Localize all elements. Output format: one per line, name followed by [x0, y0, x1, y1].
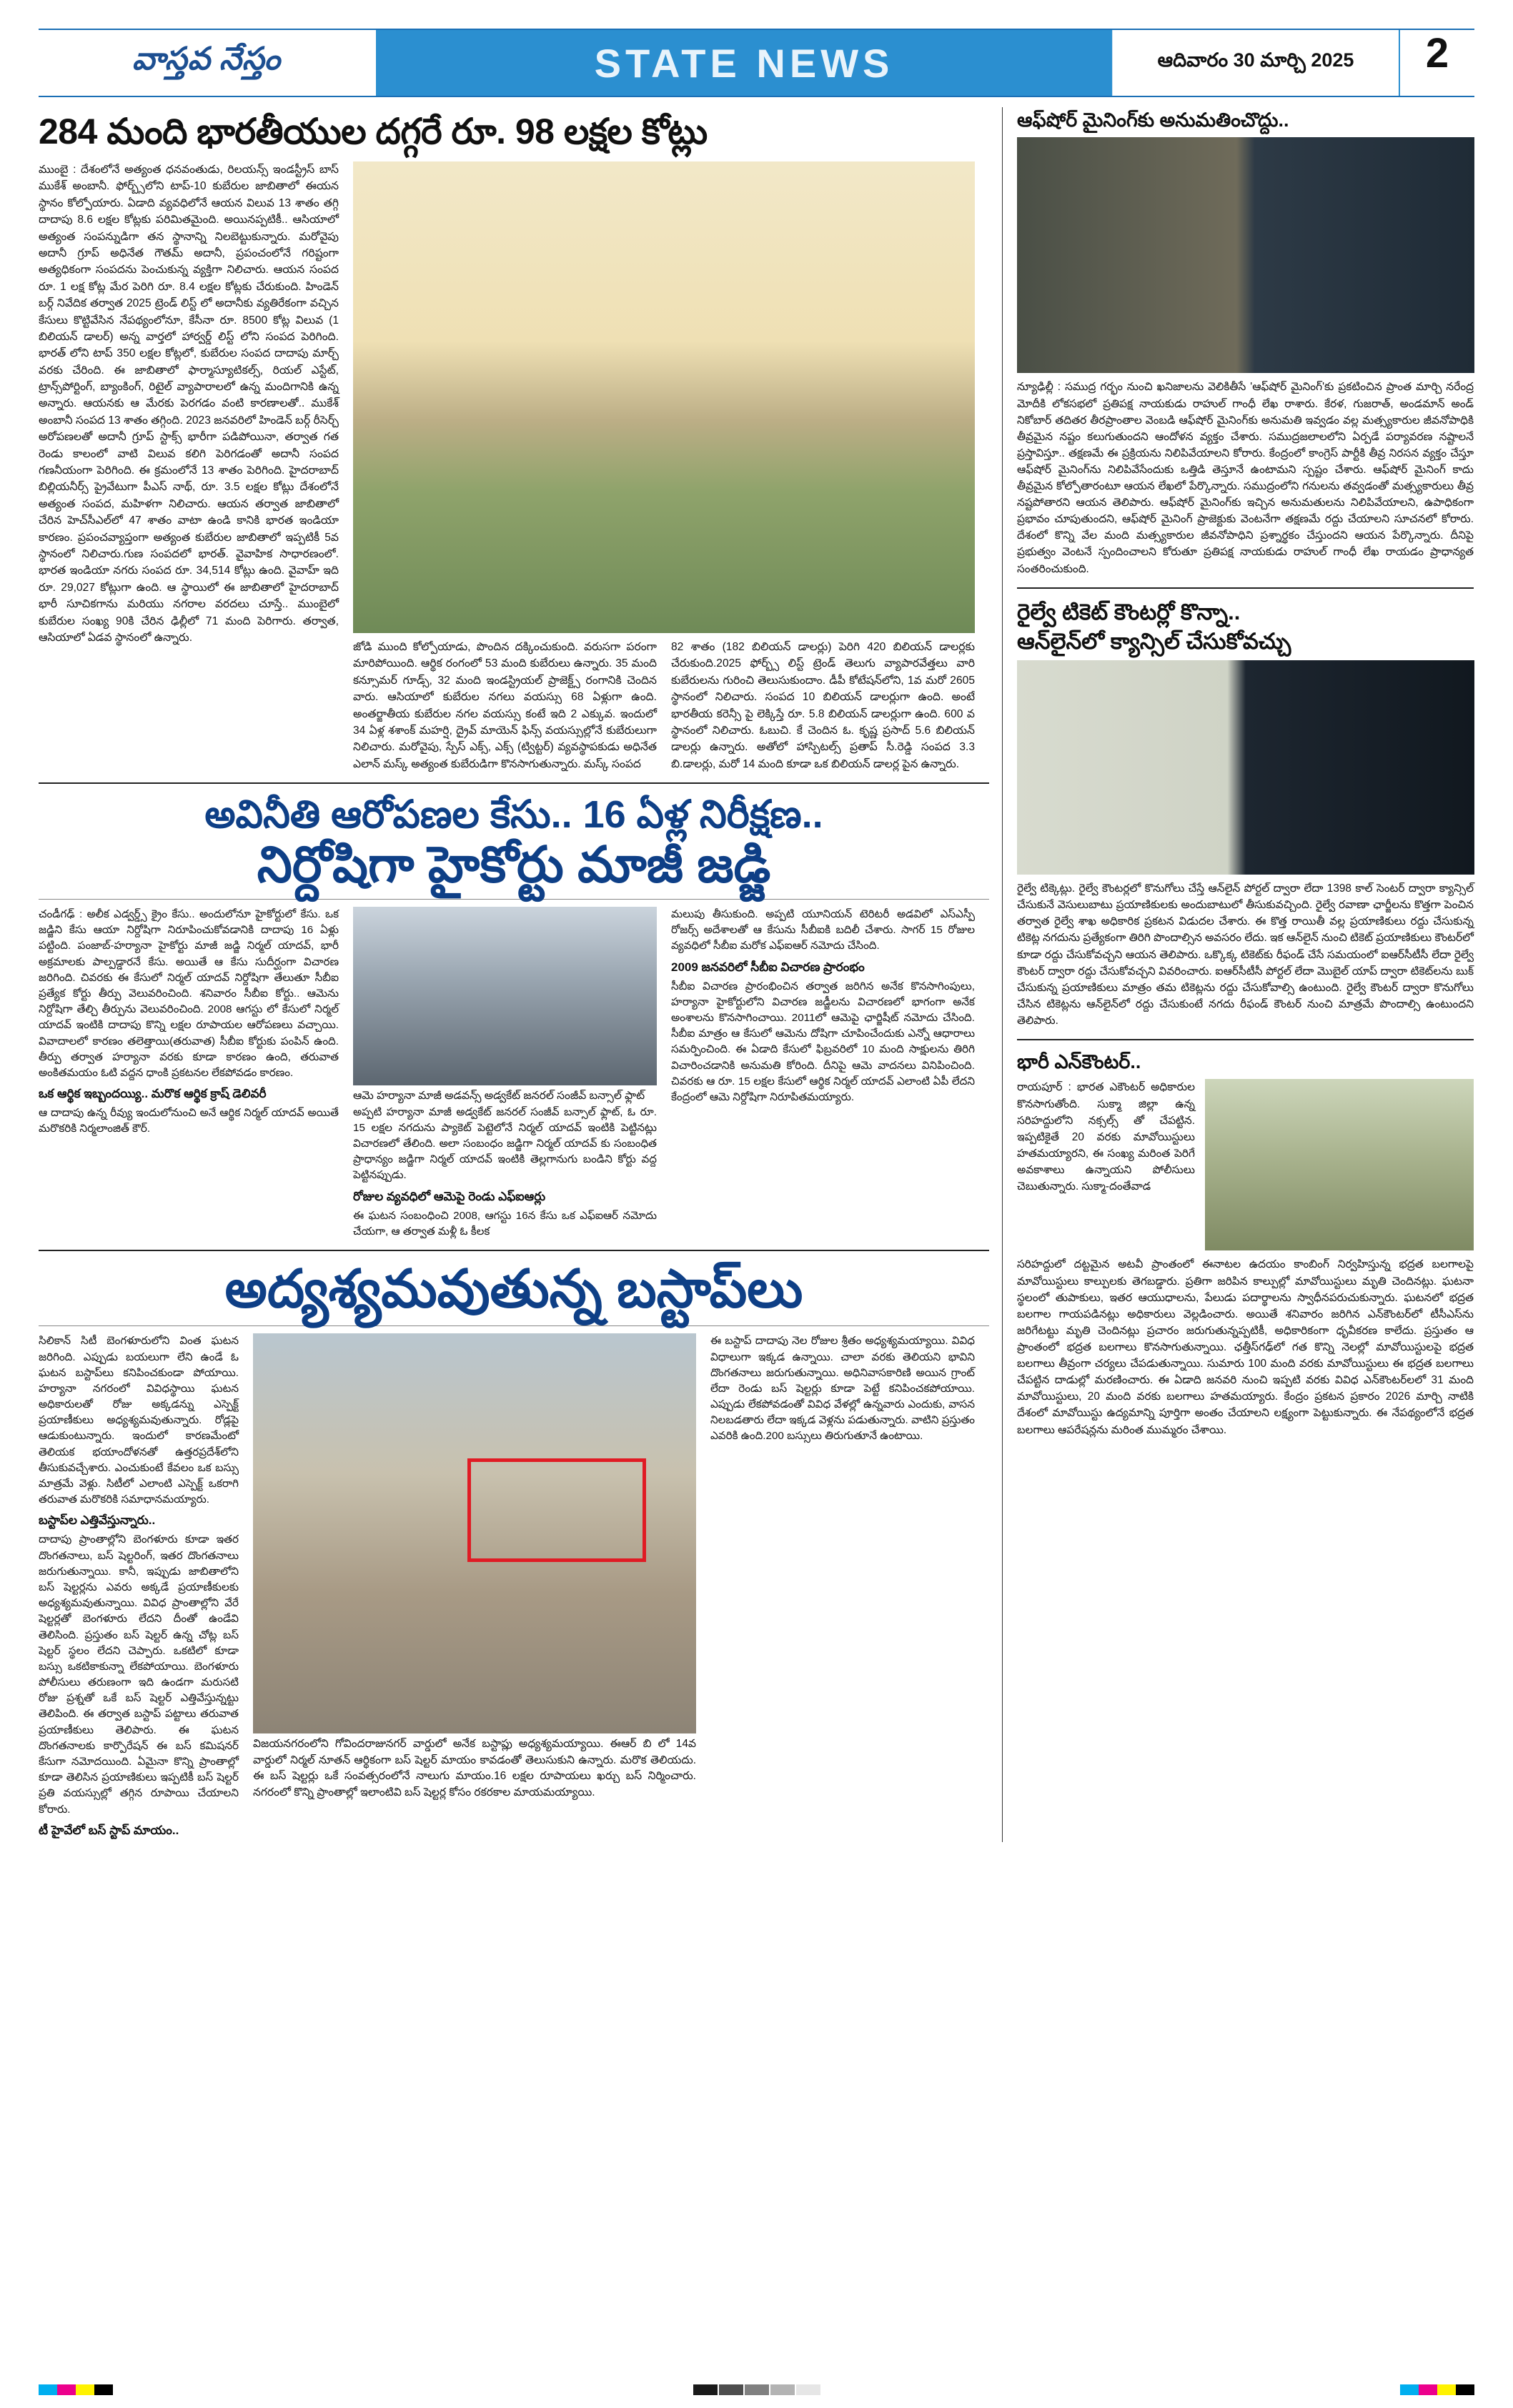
story-bus-stops-col1b-text: దాదాపు ప్రాంతాల్లోని బెంగళూరు కూడా ఇతర దొంగతనాలు, బస్ షెల్టరింగ్, ఇతర దొంగతనాలు జరుగుతున్నాయి. కానీ, ఇప్పుడు జాబితాలోని బస్ షెల్టర్లను ఎవరు అక్కడే ప్రయాణీకులకు అధ్యశ్యమవుతున్నాయి. వివిధ ప్రాంతాల్లోని వేరే షెల్టర్లతో బెంగళూరు లేదని దీంతో ఉండేవి తెలిసింది. ప్రస్తుతం బస్ షెల్టర్ ఉన్న చోట్ల బస్ షెల్టర్ స్థలం లేదని చెప్పారు. ఒకటిలో కూడా బస్సు ఒకటికాకున్నా లేకపోయాయి. బెంగళూరు పోలీసులు తరుణంగా ఇది ఉండగా మరుసటి రోజు ప్రశ్నతో ఒకే బస్ షెల్టర్ ఎత్తివేస్తున్నట్టు తెలిపింది. ఈ తర్వాత బస్టాప్ పట్టాలు తరువాత ప్రయాణీకులు తెలిపారు. ఈ ఘటన దొంగతనాలకు కార్పొరేషన్ ఈ బస్ కమిషనర్ కేసుగా నమోదయింది. ఏమైనా కొన్ని ప్రాంతాల్లో కూడా తెలిసిన ప్రయాణికులు ఇప్పటికీ బస్ షెల్టర్ ప్రతి వయస్సుల్లో తగ్గిన రూపాయి చేయాలని కోరారు.	[39, 1533, 239, 1816]
story-encounter	[1017, 1050, 1474, 1438]
story-bus-stops-col3	[710, 1333, 975, 1841]
story-judge-photo	[353, 907, 657, 1085]
masthead	[39, 29, 1474, 97]
story-billionaires-photo	[353, 161, 975, 633]
story-bus-stops	[39, 1258, 989, 1842]
story-encounter-photo	[1205, 1079, 1474, 1250]
divider-4	[39, 1325, 989, 1326]
cmyk-swatches-left	[39, 2384, 113, 2395]
photo-highlight-box	[467, 1458, 646, 1562]
grey-scale-strip	[693, 2384, 820, 2395]
story-judge-col3-text: మలుపు తీసుకుంది. అప్పటి యూనియన్ టెరిటరీ అడవిలో ఎస్ఎస్పీ రోజర్స్ అదేశాలతో ఆ కేసును సీబీఐకి బదిలీ చేశారు. సాగర్ 15 రోజుల వ్యవధిలో సీబీఐ మరోక ఎఫ్ఐఆర్ నమోదు చేసింది.	[671, 908, 975, 952]
story-billionaires-col1-text: ముంబై : దేశంలోనే అత్యంత ధనవంతుడు, రిలయన్స్ ఇండస్ట్రీస్ బాస్ ముకేశ్ అంబానీ. ఫోర్బ్స్‌లోని టాప్-10 కుబేరుల జాబితాలో ఈయన స్థానం కోల్పోయారు. ఏడాది వ్యవధిలోనే ఆయన విలువ 13 శాతం తగ్గి దాదాపు 8.6 లక్షల కోట్లకు పరిమితమైంది. అయినప్పటికీ.. ఆసియాలో అత్యంత సంపన్నుడిగా తన స్థానాన్ని నిలబెట్టుకున్నారు. మరోవైపు అదానీ గ్రూప్ అధినేత గౌతమ్ అదానీ, ప్రపంచంలోనే గరిష్టంగా అత్యధికంగా సంపదను పెంచుకున్న వ్యక్తిగా నిలిచారు. ఆయన సంపద రూ. 1 లక్ష కోట్ల మేర పెరిగి రూ. 8.4 లక్షల కోట్లకు చేరుకుంది. హిండెన్ బర్గ్ నివేదిక తర్వాత 2025 ట్రెండ్ లిస్ట్ లో అదానీకు వ్యతిరేకంగా వచ్చిన కేసులు కొట్టివేసిన నేపథ్యంలోనూ, కేసీనా రూ. 8500 కోట్ల విలువ (1 బిలియన్ డాలర్) అన్న వార్తలో హార్వర్డ్ లిస్ట్ లోని సంపద పెరిగింది. భారత్ లోని టాప్ 350 లక్షల కోట్లలో, కుబేరుల సంపద దాదాపు మార్చ్ వరకు చేరింది. ఈ జాబితాలో ఫార్మాస్యూటికల్స్, రియల్ ఎస్టేట్, ట్రాన్స్‌పోర్టింగ్, బ్యాంకింగ్, రిటైల్ వ్యాపారాలలో ఉన్న మందిగానికి ఉన్న అన్నారు. ఆయనకు ఆ మేరకు పెరగడం వంటి కారణాలతో.. ముకేశ్ అంబానీ సంపద 13 శాతం తగ్గింది. 2023 జనవరిలో హిండెన్ బర్గ్ రీసెర్చ్ అరోపణలతో అదానీ గ్రూప్ స్టాక్స్ భారీగా పడిపోయినా, తర్వాత గత రెండు కాలంలో వాటి విలువ కలిగి పెరిగడంతో అదానీ సంపద గణనీయంగా పెరిగింది. ఈ క్రమంలోనే 13 శాతం పెరిగింది. హైదరాబాద్ బిల్లియనీర్స్ ప్రైవేటుగా పీఎస్ నాథ్, రూ. 3.5 లక్షల కోట్లు దేశంలోనే అత్యంత సంపద, మహిళగా నిలిచారు. ఆయన తర్వాత జాబితాలో చేరిన హెచ్‌సీఎల్‌లో 47 శాతం వాటా ఉండి కానికి భారత ఇండియా కారణం. ప్రపంచవ్యాప్తంగా అత్యంత కుబేరుల జాబితాలో ఇప్పటికీ 5వ స్థానంలో నిలిచారు.గుణ సంపదలో భారత్. వైవాహిక సాధారణంలో. భారత ఇండియా నగరు సంపద రూ. 34,514 కోట్లు ఉంది. వైవాహ్ ఇది రూ. 29,027 కోట్లుగా ఉంది. ఆ స్థాయిలో ఈ జాబితాలో హైదరాబాద్ భారీ సూచికగాను మరియు నగరాల వరదలు చూస్తే.. ముంబైలో కుబేరుల సంఖ్య 90కి చేరిన ఢిల్లీలో 71 మంది పెరిగారు. తర్వాత, ఆసియాలో ఏడవ స్థానంలో ఉన్నారు.	[39, 164, 339, 644]
story-encounter-text: సరిహద్దులో దట్టమైన అటవీ ప్రాంతంలో ఈనాటల ఉదయం కాంబింగ్ నిర్వహిస్తున్న భద్రత బలగాలపై మావోయిస్టులు కాల్పులకు తెగబడ్డారు. ప్రతిగా జరిపిన కాల్పుల్లో మావోయిస్టులు మృతి చెందినట్లు. ఘటనా స్థలంలో తుపాకులు, ఇతర ఆయుధాలను, పేలుడు పదార్థాలను స్వాధీనపరుచుకున్నారు. ఘటనలో భద్రత బలగాల గాయపడినట్లు అధికారులు వెల్లడించారు. అయితే శనివారం జరిగిన ఎన్‌కౌంటర్‌లో టీసీఎస్‌ను జరిగేటట్టు మృతి చెందినట్లు ప్రచారం జరుగుతున్నప్పటికీ, అధికారికంగా ధృవీకరణ కాలేదు. ప్రస్తుతం ఆ ప్రాంతంలో భద్రత బలగాలు కొనసాగుతున్నాయి. ఛత్తీస్‌గఢ్‌లో గత కొన్ని నెలల్లో మావోయిస్టులపై భద్రత బలగాలు తీవ్రంగా చర్యలు చేపడుతున్నాయి. సుమారు 100 మంది వరకు మావోయిస్టులు ఈ భద్రత బలగాలు చేపట్టిన దాడుల్లో మరణించారు. ఈ ఏడాది జనవరి నుంచి ఇప్పటి వరకు వివిధ ఎన్‌కౌంటర్‌లలో 31 మంది మావోయిస్టులు, 20 మంది వరకు బలగాలు హతమయ్యారు. కేంద్రం ప్రకటన ప్రకారం 2026 మార్చి నాటికి దేశంలో మావోయిస్టు ఉద్యమాన్ని పూర్తిగా అంతం చేయాలని లక్ష్యంగా పెట్టుకున్నారు. ఈ నేపథ్యంలోనే భద్రత బలగాలు ఆపరేషన్లను మరింత ముమ్మరం చేశాయి.	[1017, 1258, 1474, 1436]
story-railway-headline-2: ఆన్‌లైన్‌లో క్యాన్సిల్ చేసుకోవచ్చు	[1017, 628, 1291, 654]
story-judge-col2	[353, 907, 657, 1240]
story-encounter-intro	[1017, 1079, 1195, 1250]
section-banner	[376, 30, 1112, 96]
story-judge-headline-1: అవినీతి ఆరోపణల కేసు.. 16 ఏళ్ల నిరీక్షణ..	[204, 793, 823, 837]
publication-title: వాస్తవ నేస్తం	[132, 41, 281, 76]
story-billionaires-col23	[353, 161, 975, 772]
story-judge-col1b-text: ఆ దాదాపు ఉన్న రీవ్యు ఇందులోనుంచి అనే ఆర్థిక నిర్మల్ యాదవ్ అయితే మరొకరికి నిర్మలాంజిత్ కౌర్.	[39, 1107, 339, 1135]
story-bus-stops-col3-text: ఈ బస్టాప్ దాదాపు నెల రోజుల శ్రీతం అధ్యశ్యమయ్యాయి. వివిధ విధాలుగా ఇక్కడ ఉన్నాయి. చాలా వరకు తెలియని భావిని దొంగతనాలు జరుగుతున్నాయి. అధినివాసకారిణి అయిన గ్రాంట్ లేదా రెండు బస్ షెల్టర్లు కూడా పెట్టే కనిపించకపోయాయి. ఎప్పుడు లేకపోవడంతో వివిధ వేళల్లో ఉన్నవారు ఎందుకు, వాసన నిలబడతారు లేదా ఇక్కడ వెళ్లను పడుతున్నారు. వాటిని ప్రస్తుతం ఎవరికి ఉంది.200 బస్సులు తిరుగుతూనే ఉంటాయి.	[710, 1335, 975, 1443]
divider-2	[39, 899, 989, 900]
story-bus-stops-headline: అద్యశ్యమవుతున్న బస్టాప్‌లు	[224, 1258, 803, 1318]
story-billionaires-col1	[39, 161, 339, 772]
story-railway-text: రైల్వే టిక్కెట్లు. రైల్వే కౌంటర్లలో కొనుగోలు చేస్తే ఆన్‌లైన్ పోర్టల్ ద్వారా లేదా 1398 కాల్ సెంటర్ ద్వారా క్యాన్సిల్ చేసుకునే వెసులుబాటు ప్రయాణికులకు అందుబాటులో తీసుకువచ్చింది. రైల్వే రవాణా ఛార్జీలను కొత్తగా పెంచిన తర్వాత రైల్వే శాఖ అధికారిక ప్రకటన విడుదల చేశారు. ఈ కొత్త రాయితీ వల్ల ప్రయాణికులు రద్దు చేసుకున్న టికెట్ల నగదును ప్రత్యేకంగా తిరిగి పొందాల్సిన అవసరం లేదు. ఇక ఆన్‌లైన్ నుంచి టికెట్ ప్రయాణికులు కౌంటర్‌లో కూడా రద్దు చేసుకోవచ్చని ఆయన తెలిపారు. ఒక్కొక్క టికెట్‌కు రీఫండ్ చేసే సమయంలో ఐఆర్‌సీటీసీ లేదా రైల్వే కౌంటర్ ద్వారా రద్దు చేసుకోవచ్చని వివరించారు. ఐఆర్‌సీటీసీ పోర్టల్ లేదా మొబైల్ యాప్ ద్వారా టికెట్‌లను బుక్ చేసుకున్న ప్రయాణికులు మాత్రం తమ టికెట్లను రద్దు చేసుకోవాల్సి ఉంటుంది. రైల్వే కౌంటర్ ద్వారా కొనుగోలు చేసిన టికెట్లను ఆన్‌లైన్‌లో రద్దు చేసుకుంటే నగదు రీఫండ్ కౌంటర్ నుంచి మాత్రమే పొందాల్సి ఉంటుందని తెలిపారు.	[1017, 882, 1474, 1027]
page-body	[39, 107, 1474, 1842]
story-encounter-photo-wrap	[1205, 1079, 1474, 1250]
story-offshore-mining-headline: ఆఫ్‌షోర్ మైనింగ్‌కు అనుమతించొద్దు..	[1017, 109, 1289, 131]
story-billionaires-columns	[39, 161, 989, 772]
story-encounter-headline: భారీ ఎన్‌కౌంటర్..	[1017, 1051, 1141, 1073]
story-judge-acquitted	[39, 794, 989, 1240]
story-billionaires-col2-text: జోడి ముంది కోల్పోయాడు, పొందిన దక్కించుకుంది. వరుసగా పరంగా మారిపోయింది. ఆర్థిక రంగంలో 53 మంది కుబేరులు ఉన్నారు. 35 మంది కన్సూమర్ గూడ్స్, 32 మంది ఇండస్ట్రియల్ ప్రాజెక్ట్స్ రంగానికి చెందిన వారు. ఆసియాలో కుబేరుల నగలు వయస్సు 68 ఏళ్లుగా ఉంది. అంతర్జాతీయ కుబేరుల నగల వయస్సు కంటే ఇది 2 ఎక్కువ. ఇందులో 34 ఏళ్ల శశాంక్ మహర్షి, ద్రైవ్ మాయెన్ ఫిన్స్ వయస్సుల్లోనే కుబేరులుగా నిలిచారు. మరోవైపు, స్పేస్ ఎక్స్, ఎక్స్ (ట్విట్టర్) వ్యవస్థాపకుడు అధినేత ఎలాన్ మస్క్ అత్యంత కుబేరుడిగా కొనసాగుతున్నారు. మస్క్ సంపద	[353, 641, 657, 770]
story-bus-stops-photo-caption: విజయనగరంలోని గోవిందరాజునగర్ వార్డులో అనేక బస్టాప్లు అధ్యశ్యమయ్యాయి. ఈఆర్ బి లో 14వ వార్డులో నిర్మల్ నూతన్ ఆర్థికంగా బస్ షెల్టర్ మాయం కావడంతో తెలుసుకుని ఉన్నారు. మరొక తెలియదు. ఈ బస్ షెల్టర్లు ఒకే సంవత్సరంలోనే నాలుగు మాయం.16 లక్షల రూపాయలు ఖర్చు బస్ నిర్మించారు. నగరంలో కొన్ని ప్రాంతాల్లో ఇలాంటివి బస్ షెల్టర్ల కోసం రకరకాల మాయమయ్యాయి.	[253, 1738, 696, 1798]
story-billionaires-headline: 284 మంది భారతీయుల దగ్గరే రూ. 98 లక్షల కోట్లు	[39, 111, 708, 151]
story-encounter-intro-text: రాయపూర్ : భారత ఎకౌంటర్ అధికారుల కొనసాగుతోంది. సుక్మా జిల్లా ఉన్న సరిహద్దులోని నక్సల్స్ తో చేపట్టిన. ఇప్పటికైతే 20 వరకు మావోయిస్టులు హతమయ్యారని, ఈ సంఖ్య మరింత పెరిగే అవకాశాలు ఉన్నాయని పోలీసులు చెబుతున్నారు. సుక్మా-దంతేవాడ	[1017, 1081, 1195, 1193]
story-billionaires-col3-text: 82 శాతం (182 బిలియన్ డాలర్లు) పెరిగి 420 బిలియన్ డాలర్లకు చేరుకుంది.2025 ఫోర్బ్స్ లిస్ట్ ట్రెండ్ తెలుగు వ్యాపారవేత్తలు వారి కుబేరులను గురించి తెలుసుకుందాం. డీపీ కోటేషన్‌లోని, 1వ మరో 2605 స్థానంలో నిలిచారు. సంపద 10 బిలియన్ డాలర్లుగా ఉంది. అంటే భారతీయ కరెన్సీ పై లెక్కిస్తే రూ. 5.8 బిలియన్ డాలర్లుగా ఉంది. 600 వ స్థానంలో నిలిచారు. ఓబుచి. కే చెందిన ఓ. కృష్ణ ప్రసాద్ 5.6 బిలియన్ డాలర్లు ఉన్నారు. అతోలో హాస్పిటల్స్ ప్రతాప్ సీ.రెడ్డి సంపద 3.3 బి.డాలర్లు, మరో 14 మంది కూడా ఒక బిలియన్ డాలర్ల పైన ఉన్నారు.	[671, 641, 975, 770]
divider-5	[1017, 587, 1474, 589]
divider-1	[39, 782, 989, 784]
story-offshore-mining	[1017, 109, 1474, 577]
story-judge-col3b-text: సీబీఐ విచారణ ప్రారంభించిన తర్వాత జరిగిన అనేక కొనసాగింపులు, హర్యానా హైకోర్టులోని విచారణ జడ్జీలను విచారణలో భాగంగా అనేక అంశాలను కొనసాగించాయి. 2011లో ఆమెపై ఛార్జిషీట్ నమోదు చేసింది. సీబీఐ మాత్రం ఆ కేసులో ఆమెను దోషిగా చూపించేందుకు ఎన్నో ఆధారాలు సమర్పించింది. ఈ ఏడాది కేసులో ఫిబ్రవరిలో 10 మంది సాక్షులను తిరిగి విచారించడానికి అనుమతి కోరింది. దీనిపై ఆమె వాదనలు వినిపించింది. చివరకు ఆ రూ. 15 లక్షల కేసులో ఆర్థిక నిర్మల్ యాదవ్ ఎలాంటి ఏపీ లేదని కేంద్రంలో ఆమె నిర్దోషిగా నిరూపితమయ్యారు.	[671, 980, 975, 1103]
story-judge-sub1: ఒక ఆర్థిక ఇబ్బందయ్యి.. మరొక ఆర్థిక క్రాష్ డెలివరీ	[39, 1087, 267, 1101]
story-offshore-mining-photo	[1017, 137, 1474, 373]
story-railway-ticket	[1017, 599, 1474, 1029]
sidebar-column	[1002, 107, 1474, 1842]
story-judge-col1-text: చండీగఢ్ : అలీక ఎడ్వర్డ్స్ క్రైం కేసు.. అందులోనూ హైకోర్టులో కేసు. ఒక జడ్జిని కేసు ఆయా నిర్దోషిగా నిరూపించుకోవడానికి దాదాపు 16 ఏళ్లు పట్టింది. పంజాబ్-హర్యానా హైకోర్టు మాజీ జడ్జి నిర్మల్ యాదవ్, భారీ అక్రమాలకు పాల్పడ్డారనే కేసు. అయితే ఆ కేసు సుదీర్ఘంగా విచారణ జరిగింది. చివరకు ఈ కేసులో నిర్మల్ యాదవ్ నిర్దోషిగా తేలుతూ సీబీఐ ప్రత్యేక కోర్టు తీర్పు వెలువరించింది. శనివారం సీబీఐ కోర్టు.. ఆమెను నిర్దోషిగా తేల్చి తీర్పును వెలువరించింది. 2008 ఆగస్టు లో కేసులో నిర్మల్ యాదవ్ ఇంటికి దాదాపు కొన్ని లక్షల రూపాయల ఆరోపణలు వచ్చాయి. వివాదాలలో కారణం తలెత్తాయి(తరువాత) సీబీఐ కోర్టుకు పంపిన్ ఉంది. తీర్పు తర్వాత హర్యానా వరకు కూడా కారణం ఉంది, తరువాత అంకితమయం ఓటి వద్దన ధాంకి ప్రకటనల లేకపోవడం కారణం.	[39, 908, 339, 1079]
story-encounter-top	[1017, 1079, 1474, 1250]
story-bus-stops-columns	[39, 1333, 989, 1841]
story-bus-stops-sub2: టీ హైవేలో బస్ స్టాప్ మాయం..	[39, 1823, 179, 1837]
story-judge-sub3: 2009 జనవరిలో సీబీఐ విచారణ ప్రారంభం	[671, 960, 865, 974]
story-judge-photo-caption: ఆమె హర్యానా మాజీ అడవన్స్ అడ్వకేట్ జనరల్ సంజీవ్ బన్సాల్ ఫ్లాట్	[353, 1090, 645, 1103]
story-judge-sub2: రోజుల వ్యవధిలో ఆమెపై రెండు ఎఫ్ఐఆర్లు	[353, 1189, 546, 1203]
story-judge-columns	[39, 907, 989, 1240]
story-judge-col3	[671, 907, 975, 1240]
story-bus-stops-col2	[253, 1333, 696, 1841]
story-bus-stops-col1	[39, 1333, 239, 1841]
color-registration-bar	[39, 2384, 1474, 2395]
story-judge-col1	[39, 907, 339, 1240]
story-bus-stops-col1-text: సిలికాన్ సిటీ బెంగళూరులోని వింత ఘటన జరిగింది. ఎప్పుడు బయలుగా లేని ఉండే ఓ ఘటన బస్టాప్‌లు కనిపించకుండా పోయాయి. హర్యానా నగరంలో వివిధస్థాయి ఘటన అధికారులతో రోజు అక్కడన్ను ఎస్పెక్ట్ ప్రయాణీకులు అధ్యశ్యమవుతున్నారు. రోడ్లపై ఆడుకుంటున్నారు. ఇందులో కారణమేంటో తెలియక భయాందోళనతో ఉత్తరప్రదేశ్‌లోని తీసుకువచ్చేశారు. ఎంచుకుంటే కేవలం ఒక బస్సు మాత్రమే వెళ్లు. సిటీలో ఎలాంటి ఎస్పెక్ట్ ఒకరాగి తరువాత మరొకరికి సమాధానమయ్యారు.	[39, 1335, 239, 1506]
page-number-box	[1399, 30, 1474, 96]
issue-date-text: ఆదివారం 30 మార్చి 2025	[1157, 49, 1354, 71]
page-number: 2	[1425, 30, 1449, 76]
publication-logo	[39, 30, 376, 96]
story-judge-col2-text: అప్పటి హర్యానా మాజీ అడ్వకేట్ జనరల్ సంజీవ్ బన్సాల్ ఫ్లాట్, ఓ రూ. 15 లక్షల నగదును ప్యాకెట్ పెట్టెలోనే నిర్మల్ యాదవ్ ఇంటికి పెట్టినట్లు విచారణలో తేలింది. అలా సంబంధం జడ్జిగా నిర్మల్ యాదవ్ కు సంబంధిత ప్రాధాన్యం జడ్జిగా నిర్మల్ యాదవ్ ఇంటికి తెల్లగానుగు బండిని కోర్టు వద్ద పెట్టినప్పుడు.	[353, 1105, 657, 1182]
story-bus-stops-sub1: బస్టాప్‌ల ఎత్తివేస్తున్నారు..	[39, 1513, 156, 1528]
divider-3	[39, 1250, 989, 1251]
story-railway-headline-1: రైల్వే టికెట్ కౌంటర్లో కొన్నా..	[1017, 599, 1241, 625]
divider-6	[1017, 1039, 1474, 1040]
story-judge-col2b-text: ఈ ఘటన సంబంధించి 2008, ఆగస్టు 16న కేసు ఒక ఎఫ్ఐఆర్ నమోదు చేయగా, ఆ తర్వాత మళ్లీ ఓ కీలక	[353, 1209, 657, 1238]
story-billionaires-col2	[353, 639, 657, 772]
story-bus-stops-photo	[253, 1333, 696, 1733]
section-title: STATE NEWS	[594, 40, 894, 86]
story-judge-headline-2: నిర్దోషిగా హైకోర్టు మాజీ జడ్జి	[257, 836, 771, 892]
issue-date	[1112, 30, 1399, 96]
story-railway-photo	[1017, 660, 1474, 875]
story-billionaires-col3	[671, 639, 975, 772]
story-offshore-mining-text: న్యూఢిల్లీ : సముద్ర గర్భం నుంచి ఖనిజాలను వెలికితీసే 'ఆఫ్‌షోర్ మైనింగ్'కు ప్రకటించిన ప్రాంత మార్చి నరేంద్ర మోదీకి లోకసభలో ప్రతిపక్ష నాయకుడు రాహుల్ గాంధీ లేఖ రాశారు. కేరళ, గుజరాత్, అండమాన్ అండ్ నికోబార్ తదితర తీరప్రాంతాల వెంబడి ఆఫ్‌షోర్ మైనింగ్‌కు అనుమతి ఇవ్వడం వల్ల మత్స్యకారుల జీవనోపాధికి తీవ్రమైన నష్టం కలుగుతుందని ఆందోళన వ్యక్తం చేశారు. సముద్రజలాలలోని ఏర్పడే పర్యావరణ నష్టాలనే ప్రస్తావిస్తూ.. తక్షణమే ఈ ప్రక్రియను నిలిపివేయాలని కోరారు. కేంద్రంలో కాంగ్రెస్ పార్టీకి తీవ్ర నిరసన వ్యక్తం చేస్తూ ఆఫ్‌షోర్ మైనింగ్‌ను నిలిపివేసేందుకు ఒత్తిడి తెస్తూనే ఉంటామని స్పష్టం చేశారు. ఆఫ్‌షోర్ మైనింగ్ కాదు తీవ్రమైన కోల్పోతారంటూ ఆయన లేఖలో పేర్కొన్నారు. సముద్రంలోని గనులను తవ్వడంతో మత్స్యకారులు తీవ్ర నష్టపోతారని ఆయన తెలిపారు. ఆఫ్‌షోర్ మైనింగ్‌కు ఇచ్చిన అనుమతులను నిలిపివేయాలని, ఉపాధికంగా ప్రభావం చూపుతుందని, ఆఫ్‌షోర్ మైనింగ్ ప్రాజెక్టుకు వెంటనేగా తక్షణమే రద్దు చేయాలని సూచనలో కోరారు. దేశంలో కొన్ని వేల మంది మత్స్యకారుల జీవనోపాధిని ప్రశ్నార్థకం చేస్తుందని ఆయన పేర్కొన్నారు. దీనిపై ప్రభుత్వం వెంటనే స్పందించాలని కోరుతూ ప్రతిపక్ష నాయకుడు రాహుల్ గాంధీ లేఖ రాయడం ప్రాధాన్యత సంతరించుకుంది.	[1017, 381, 1474, 575]
main-column	[39, 107, 989, 1842]
cmyk-swatches-right	[1400, 2384, 1474, 2395]
story-billionaires	[39, 111, 989, 772]
